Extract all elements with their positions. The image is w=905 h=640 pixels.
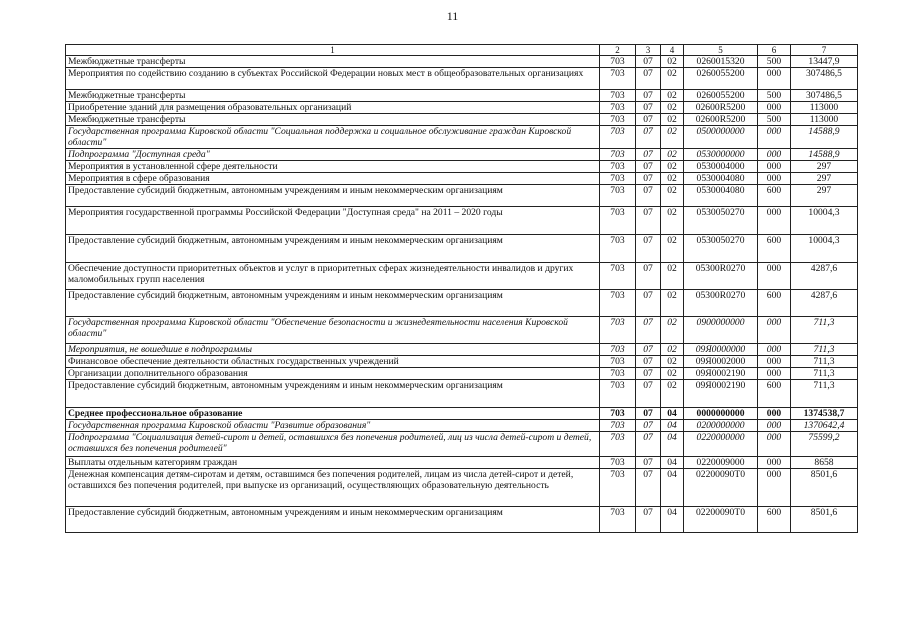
- target-article-cell: 09Я0002000: [684, 356, 758, 368]
- target-article-cell: 02200090Т0: [684, 469, 758, 507]
- target-article-cell: 02600R5200: [684, 114, 758, 126]
- table-body: [66, 56, 858, 533]
- subsection-code-cell: 02: [661, 185, 684, 207]
- subsection-code-cell: 02: [661, 126, 684, 149]
- admin-code-cell: 703: [600, 263, 636, 290]
- page-number: 11: [446, 9, 459, 23]
- subsection-code-cell: 02: [661, 68, 684, 90]
- budget-table: [65, 44, 858, 533]
- subsection-code-cell: 02: [661, 56, 684, 68]
- target-article-cell: 0530004080: [684, 185, 758, 207]
- expense-type-cell: 000: [758, 173, 791, 185]
- expense-type-cell: 500: [758, 90, 791, 102]
- admin-code-cell: 703: [600, 356, 636, 368]
- subsection-code-cell: 04: [661, 457, 684, 469]
- subsection-code-cell: 02: [661, 173, 684, 185]
- row-name-cell: Предоставление субсидий бюджетным, автономным учреждениям и иным некоммерческим организациям: [66, 380, 600, 408]
- target-article-cell: 0530050270: [684, 207, 758, 235]
- amount-cell: 1374538,7: [791, 408, 858, 420]
- table-row: [66, 161, 858, 173]
- column-header: 4: [661, 45, 684, 56]
- admin-code-cell: 703: [600, 68, 636, 90]
- row-name-cell: Подпрограмма "Социализация детей-сирот и детей, оставшихся без попечения родителей, лиц из числа детей-сирот и детей, оставшихся без попечения родителей": [66, 432, 600, 457]
- table-row: [66, 173, 858, 185]
- admin-code-cell: 703: [600, 102, 636, 114]
- expense-type-cell: 500: [758, 114, 791, 126]
- expense-type-cell: 000: [758, 263, 791, 290]
- subsection-code-cell: 04: [661, 420, 684, 432]
- section-code-cell: 07: [636, 344, 661, 356]
- table-row: [66, 356, 858, 368]
- row-name-cell: Государственная программа Кировской области "Социальная поддержка и социальное обслуживание граждан Кировской области": [66, 126, 600, 149]
- amount-cell: 711,3: [791, 356, 858, 368]
- row-name-cell: Государственная программа Кировской области "Обеспечение безопасности и жизнедеятельности населения Кировской области": [66, 317, 600, 344]
- section-code-cell: 07: [636, 368, 661, 380]
- column-header: 2: [600, 45, 636, 56]
- amount-cell: 10004,3: [791, 235, 858, 263]
- row-name-cell: Мероприятия, не вошедшие в подпрограммы: [66, 344, 600, 356]
- amount-cell: 14588,9: [791, 149, 858, 161]
- expense-type-cell: 600: [758, 185, 791, 207]
- column-header: 3: [636, 45, 661, 56]
- row-name-cell: Организации дополнительного образования: [66, 368, 600, 380]
- expense-type-cell: 600: [758, 380, 791, 408]
- target-article-cell: 0530050270: [684, 235, 758, 263]
- amount-cell: 4287,6: [791, 263, 858, 290]
- table-row: [66, 235, 858, 263]
- table-row: [66, 432, 858, 457]
- admin-code-cell: 703: [600, 408, 636, 420]
- admin-code-cell: 703: [600, 126, 636, 149]
- section-code-cell: 07: [636, 263, 661, 290]
- amount-cell: 297: [791, 173, 858, 185]
- expense-type-cell: 600: [758, 290, 791, 317]
- amount-cell: 113000: [791, 114, 858, 126]
- admin-code-cell: 703: [600, 469, 636, 507]
- section-code-cell: 07: [636, 380, 661, 408]
- subsection-code-cell: 02: [661, 161, 684, 173]
- amount-cell: 13447,9: [791, 56, 858, 68]
- target-article-cell: 02600R5200: [684, 102, 758, 114]
- expense-type-cell: 000: [758, 126, 791, 149]
- table-row: [66, 469, 858, 507]
- target-article-cell: 0260055200: [684, 90, 758, 102]
- subsection-code-cell: 02: [661, 207, 684, 235]
- section-code-cell: 07: [636, 317, 661, 344]
- section-code-cell: 07: [636, 507, 661, 533]
- section-code-cell: 07: [636, 469, 661, 507]
- admin-code-cell: 703: [600, 56, 636, 68]
- row-name-cell: Подпрограмма "Доступная среда": [66, 149, 600, 161]
- target-article-cell: 0500000000: [684, 126, 758, 149]
- admin-code-cell: 703: [600, 185, 636, 207]
- amount-cell: 297: [791, 161, 858, 173]
- subsection-code-cell: 04: [661, 469, 684, 507]
- expense-type-cell: 000: [758, 469, 791, 507]
- expense-type-cell: 600: [758, 235, 791, 263]
- column-header: 5: [684, 45, 758, 56]
- admin-code-cell: 703: [600, 235, 636, 263]
- table-row: [66, 507, 858, 533]
- row-name-cell: Предоставление субсидий бюджетным, автономным учреждениям и иным некоммерческим организациям: [66, 235, 600, 263]
- amount-cell: 75599,2: [791, 432, 858, 457]
- row-name-cell: Приобретение зданий для размещения образовательных организаций: [66, 102, 600, 114]
- section-code-cell: 07: [636, 356, 661, 368]
- target-article-cell: 09Я0002190: [684, 368, 758, 380]
- table-row: [66, 207, 858, 235]
- amount-cell: 711,3: [791, 344, 858, 356]
- row-name-cell: Межбюджетные трансферты: [66, 90, 600, 102]
- amount-cell: 711,3: [791, 368, 858, 380]
- column-header: 6: [758, 45, 791, 56]
- row-name-cell: Мероприятия в установленной сфере деятельности: [66, 161, 600, 173]
- row-name-cell: Предоставление субсидий бюджетным, автономным учреждениям и иным некоммерческим организациям: [66, 185, 600, 207]
- amount-cell: 10004,3: [791, 207, 858, 235]
- admin-code-cell: 703: [600, 114, 636, 126]
- section-code-cell: 07: [636, 457, 661, 469]
- column-header: 1: [66, 45, 600, 56]
- table-row: [66, 317, 858, 344]
- expense-type-cell: 000: [758, 344, 791, 356]
- amount-cell: 14588,9: [791, 126, 858, 149]
- subsection-code-cell: 04: [661, 408, 684, 420]
- row-name-cell: Межбюджетные трансферты: [66, 56, 600, 68]
- subsection-code-cell: 02: [661, 102, 684, 114]
- table-row: [66, 102, 858, 114]
- expense-type-cell: 000: [758, 68, 791, 90]
- table-row: [66, 149, 858, 161]
- expense-type-cell: 000: [758, 149, 791, 161]
- section-code-cell: 07: [636, 102, 661, 114]
- section-code-cell: 07: [636, 290, 661, 317]
- table-row: [66, 90, 858, 102]
- admin-code-cell: 703: [600, 317, 636, 344]
- subsection-code-cell: 02: [661, 263, 684, 290]
- row-name-cell: Межбюджетные трансферты: [66, 114, 600, 126]
- section-code-cell: 07: [636, 432, 661, 457]
- table-row: [66, 380, 858, 408]
- table-row: [66, 68, 858, 90]
- section-code-cell: 07: [636, 420, 661, 432]
- subsection-code-cell: 02: [661, 356, 684, 368]
- section-code-cell: 07: [636, 68, 661, 90]
- admin-code-cell: 703: [600, 290, 636, 317]
- table-header-row: [66, 45, 858, 56]
- row-name-cell: Государственная программа Кировской области "Развитие образования": [66, 420, 600, 432]
- expense-type-cell: 000: [758, 317, 791, 344]
- row-name-cell: Денежная компенсация детям-сиротам и детям, оставшимся без попечения родителей, лицам из числа детей-сирот и детей, оставшихся без попечения родителей, при выпуске из организаций, осуществляющих образовательную деятельность: [66, 469, 600, 507]
- subsection-code-cell: 04: [661, 507, 684, 533]
- expense-type-cell: 000: [758, 102, 791, 114]
- table-row: [66, 56, 858, 68]
- target-article-cell: 0220000000: [684, 432, 758, 457]
- amount-cell: 711,3: [791, 317, 858, 344]
- section-code-cell: 07: [636, 207, 661, 235]
- section-code-cell: 07: [636, 185, 661, 207]
- row-name-cell: Предоставление субсидий бюджетным, автономным учреждениям и иным некоммерческим организациям: [66, 290, 600, 317]
- expense-type-cell: 000: [758, 457, 791, 469]
- subsection-code-cell: 02: [661, 149, 684, 161]
- admin-code-cell: 703: [600, 161, 636, 173]
- row-name-cell: Обеспечение доступности приоритетных объектов и услуг в приоритетных сферах жизнедеятельности инвалидов и других маломобильных групп населения: [66, 263, 600, 290]
- admin-code-cell: 703: [600, 207, 636, 235]
- table-row: [66, 126, 858, 149]
- row-name-cell: Мероприятия в сфере образования: [66, 173, 600, 185]
- table-row: [66, 185, 858, 207]
- admin-code-cell: 703: [600, 507, 636, 533]
- table-row: [66, 368, 858, 380]
- target-article-cell: 0000000000: [684, 408, 758, 420]
- section-code-cell: 07: [636, 161, 661, 173]
- amount-cell: 8501,6: [791, 507, 858, 533]
- admin-code-cell: 703: [600, 173, 636, 185]
- target-article-cell: 0200000000: [684, 420, 758, 432]
- expense-type-cell: 000: [758, 207, 791, 235]
- admin-code-cell: 703: [600, 149, 636, 161]
- table-row: [66, 290, 858, 317]
- target-article-cell: 0530004080: [684, 173, 758, 185]
- expense-type-cell: 500: [758, 56, 791, 68]
- target-article-cell: 02200090Т0: [684, 507, 758, 533]
- amount-cell: 113000: [791, 102, 858, 114]
- row-name-cell: Мероприятия государственной программы Российской Федерации "Доступная среда" на 2011 – 2020 годы: [66, 207, 600, 235]
- amount-cell: 297: [791, 185, 858, 207]
- amount-cell: 307486,5: [791, 68, 858, 90]
- section-code-cell: 07: [636, 173, 661, 185]
- subsection-code-cell: 02: [661, 317, 684, 344]
- admin-code-cell: 703: [600, 380, 636, 408]
- admin-code-cell: 703: [600, 420, 636, 432]
- section-code-cell: 07: [636, 408, 661, 420]
- amount-cell: 8658: [791, 457, 858, 469]
- target-article-cell: 09Я0002190: [684, 380, 758, 408]
- row-name-cell: Мероприятия по содействию созданию в субъектах Российской Федерации новых мест в общеобразовательных организациях: [66, 68, 600, 90]
- target-article-cell: 05300R0270: [684, 290, 758, 317]
- subsection-code-cell: 02: [661, 90, 684, 102]
- row-name-cell: Финансовое обеспечение деятельности областных государственных учреждений: [66, 356, 600, 368]
- target-article-cell: 0260015320: [684, 56, 758, 68]
- subsection-code-cell: 02: [661, 290, 684, 317]
- expense-type-cell: 000: [758, 368, 791, 380]
- target-article-cell: 0220009000: [684, 457, 758, 469]
- expense-type-cell: 000: [758, 408, 791, 420]
- amount-cell: 8501,6: [791, 469, 858, 507]
- subsection-code-cell: 02: [661, 114, 684, 126]
- subsection-code-cell: 02: [661, 380, 684, 408]
- table-row: [66, 457, 858, 469]
- subsection-code-cell: 02: [661, 344, 684, 356]
- section-code-cell: 07: [636, 149, 661, 161]
- target-article-cell: 0530004000: [684, 161, 758, 173]
- section-code-cell: 07: [636, 126, 661, 149]
- target-article-cell: 09Я0000000: [684, 344, 758, 356]
- section-code-cell: 07: [636, 235, 661, 263]
- target-article-cell: 0900000000: [684, 317, 758, 344]
- amount-cell: 307486,5: [791, 90, 858, 102]
- table-row: [66, 263, 858, 290]
- column-header: 7: [791, 45, 858, 56]
- expense-type-cell: 000: [758, 420, 791, 432]
- expense-type-cell: 000: [758, 356, 791, 368]
- row-name-cell: Среднее профессиональное образование: [66, 408, 600, 420]
- admin-code-cell: 703: [600, 368, 636, 380]
- subsection-code-cell: 02: [661, 235, 684, 263]
- table-row: [66, 420, 858, 432]
- section-code-cell: 07: [636, 56, 661, 68]
- table-row: [66, 408, 858, 420]
- section-code-cell: 07: [636, 114, 661, 126]
- target-article-cell: 0530000000: [684, 149, 758, 161]
- section-code-cell: 07: [636, 90, 661, 102]
- expense-type-cell: 600: [758, 507, 791, 533]
- table-row: [66, 114, 858, 126]
- admin-code-cell: 703: [600, 432, 636, 457]
- admin-code-cell: 703: [600, 344, 636, 356]
- amount-cell: 4287,6: [791, 290, 858, 317]
- subsection-code-cell: 02: [661, 368, 684, 380]
- expense-type-cell: 000: [758, 432, 791, 457]
- target-article-cell: 05300R0270: [684, 263, 758, 290]
- row-name-cell: Выплаты отдельным категориям граждан: [66, 457, 600, 469]
- expense-type-cell: 000: [758, 161, 791, 173]
- row-name-cell: Предоставление субсидий бюджетным, автономным учреждениям и иным некоммерческим организациям: [66, 507, 600, 533]
- table-row: [66, 344, 858, 356]
- target-article-cell: 0260055200: [684, 68, 758, 90]
- amount-cell: 1370642,4: [791, 420, 858, 432]
- admin-code-cell: 703: [600, 457, 636, 469]
- admin-code-cell: 703: [600, 90, 636, 102]
- subsection-code-cell: 04: [661, 432, 684, 457]
- amount-cell: 711,3: [791, 380, 858, 408]
